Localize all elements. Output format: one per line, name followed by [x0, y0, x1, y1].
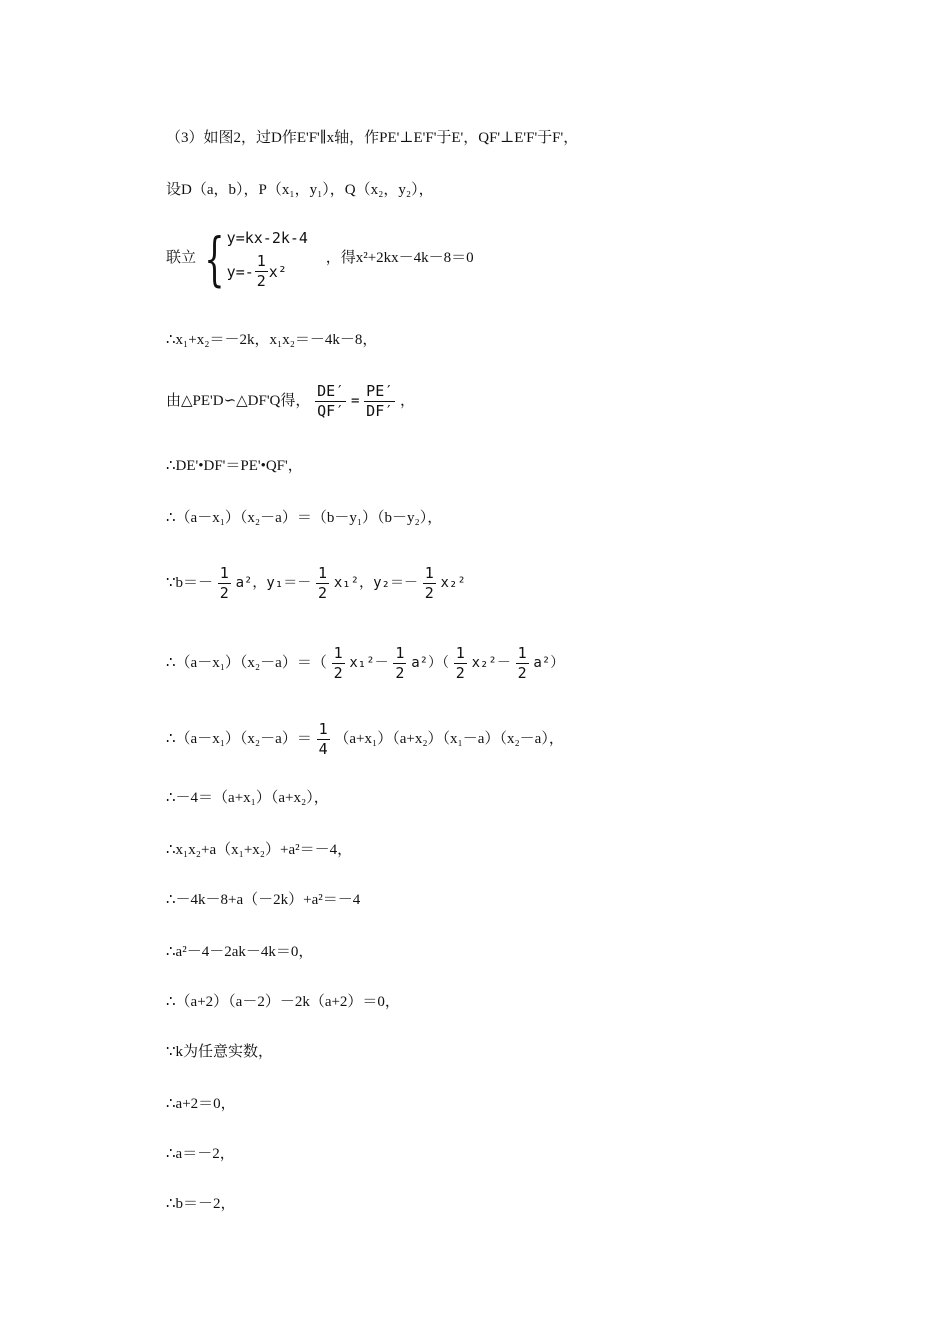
frac-den: 2 [517, 664, 527, 682]
line-factored [166, 722, 564, 757]
eq2-lhs: y=- [226, 262, 254, 281]
line-step-19: ∴b＝－2， [166, 1196, 236, 1212]
frac-num: PE′ [366, 382, 394, 400]
equals-sign: = [350, 392, 360, 409]
fraction-half [516, 646, 529, 681]
expanded-part-b: x₁²－ [349, 654, 389, 671]
frac-den: 2 [318, 584, 328, 602]
line-define-points: 设D（a，b），P（x₁，y₁），Q（x₂，y₂）， [166, 182, 434, 198]
line-similar-triangles [166, 384, 415, 419]
frac-num: 1 [219, 564, 229, 582]
frac-den: 2 [219, 584, 229, 602]
equation-system [200, 224, 308, 293]
frac-den: QF′ [317, 402, 345, 420]
frac-den: DF′ [366, 402, 394, 420]
subst-part-b: a²，y₁＝－ [235, 574, 312, 591]
frac-num: 1 [424, 564, 434, 582]
expanded-part-c: a²）（ [411, 654, 450, 671]
line-step-15: ∴（a+2）（a－2）－2k（a+2）＝0， [166, 994, 400, 1010]
fraction-half [454, 646, 467, 681]
frac-num: 1 [256, 252, 266, 270]
similar-suffix: ， [400, 392, 416, 409]
subst-part-d: x₂² [440, 574, 466, 591]
frac-num: DE′ [317, 382, 345, 400]
frac-num: 1 [455, 644, 465, 662]
frac-den: 2 [333, 664, 343, 682]
system-prefix: 联立 [166, 249, 197, 266]
frac-num: 1 [318, 564, 328, 582]
line-setup: （3）如图2，过D作E'F'∥x轴，作PE'⊥E'F'于E'，QF'⊥E'F'于F'， [166, 130, 579, 146]
expanded-part-d: x₂²－ [471, 654, 511, 671]
line-step-16: ∵k为任意实数， [166, 1044, 274, 1060]
line-step-18: ∴a＝－2， [166, 1146, 235, 1162]
expanded-part-a: ∴（a－x₁）（x₂－a）＝（ [166, 654, 327, 671]
line-step-11: ∴－4＝（a+x₁）（a+x₂）， [166, 790, 329, 806]
fraction-half [332, 646, 345, 681]
system-result: ，得x²+2kx－4k－8＝0 [325, 249, 474, 266]
factored-part-a: ∴（a－x₁）（x₂－a）＝ [166, 730, 312, 747]
fraction-half [218, 566, 231, 601]
fraction-half [393, 646, 406, 681]
line-step-14: ∴a²－4－2ak－4k＝0， [166, 944, 314, 960]
line-coordinate-product: ∴（a－x₁）（x₂－a）＝（b－y₁）（b－y₂）， [166, 510, 443, 526]
system-eq2 [227, 254, 308, 289]
frac-den: 4 [318, 740, 328, 758]
fraction-pe-df [364, 384, 395, 419]
line-step-17: ∴a+2＝0， [166, 1096, 236, 1112]
frac-den: 2 [395, 664, 405, 682]
line-vieta: ∴x₁+x₂＝－2k，x₁x₂＝－4k－8， [166, 332, 378, 348]
frac-den: 2 [256, 272, 266, 290]
frac-den: 2 [455, 664, 465, 682]
frac-den: 2 [424, 584, 434, 602]
fraction-half [316, 566, 329, 601]
fraction-de-qf [315, 384, 346, 419]
eq2-rhs: x² [268, 262, 287, 281]
line-system [166, 224, 474, 293]
system-eq1: y=kx-2k-4 [226, 229, 308, 247]
line-step-12: ∴x₁x₂+a（x₁+x₂）+a²＝－4， [166, 842, 353, 858]
subst-part-c: x₁²，y₂＝－ [333, 574, 418, 591]
line-expanded [166, 646, 564, 681]
fraction-half [255, 254, 268, 289]
frac-num: 1 [318, 720, 328, 738]
expanded-part-e: a²） [533, 654, 565, 671]
line-step-13: ∴－4k－8+a（－2k）+a²＝－4 [166, 892, 361, 908]
similar-prefix: 由△PE'D∽△DF'Q得， [166, 392, 311, 409]
frac-num: 1 [395, 644, 405, 662]
line-product: ∴DE'•DF'＝PE'•QF'， [166, 458, 303, 474]
fraction-half [423, 566, 436, 601]
line-substitution [166, 566, 466, 601]
frac-num: 1 [333, 644, 343, 662]
frac-num: 1 [517, 644, 527, 662]
factored-part-b: （a+x₁）（a+x₂）（x₁－a）（x₂－a）， [334, 730, 564, 747]
fraction-quarter [317, 722, 330, 757]
brace-symbol: { [204, 224, 225, 293]
subst-part-a: ∵b＝－ [166, 574, 214, 591]
